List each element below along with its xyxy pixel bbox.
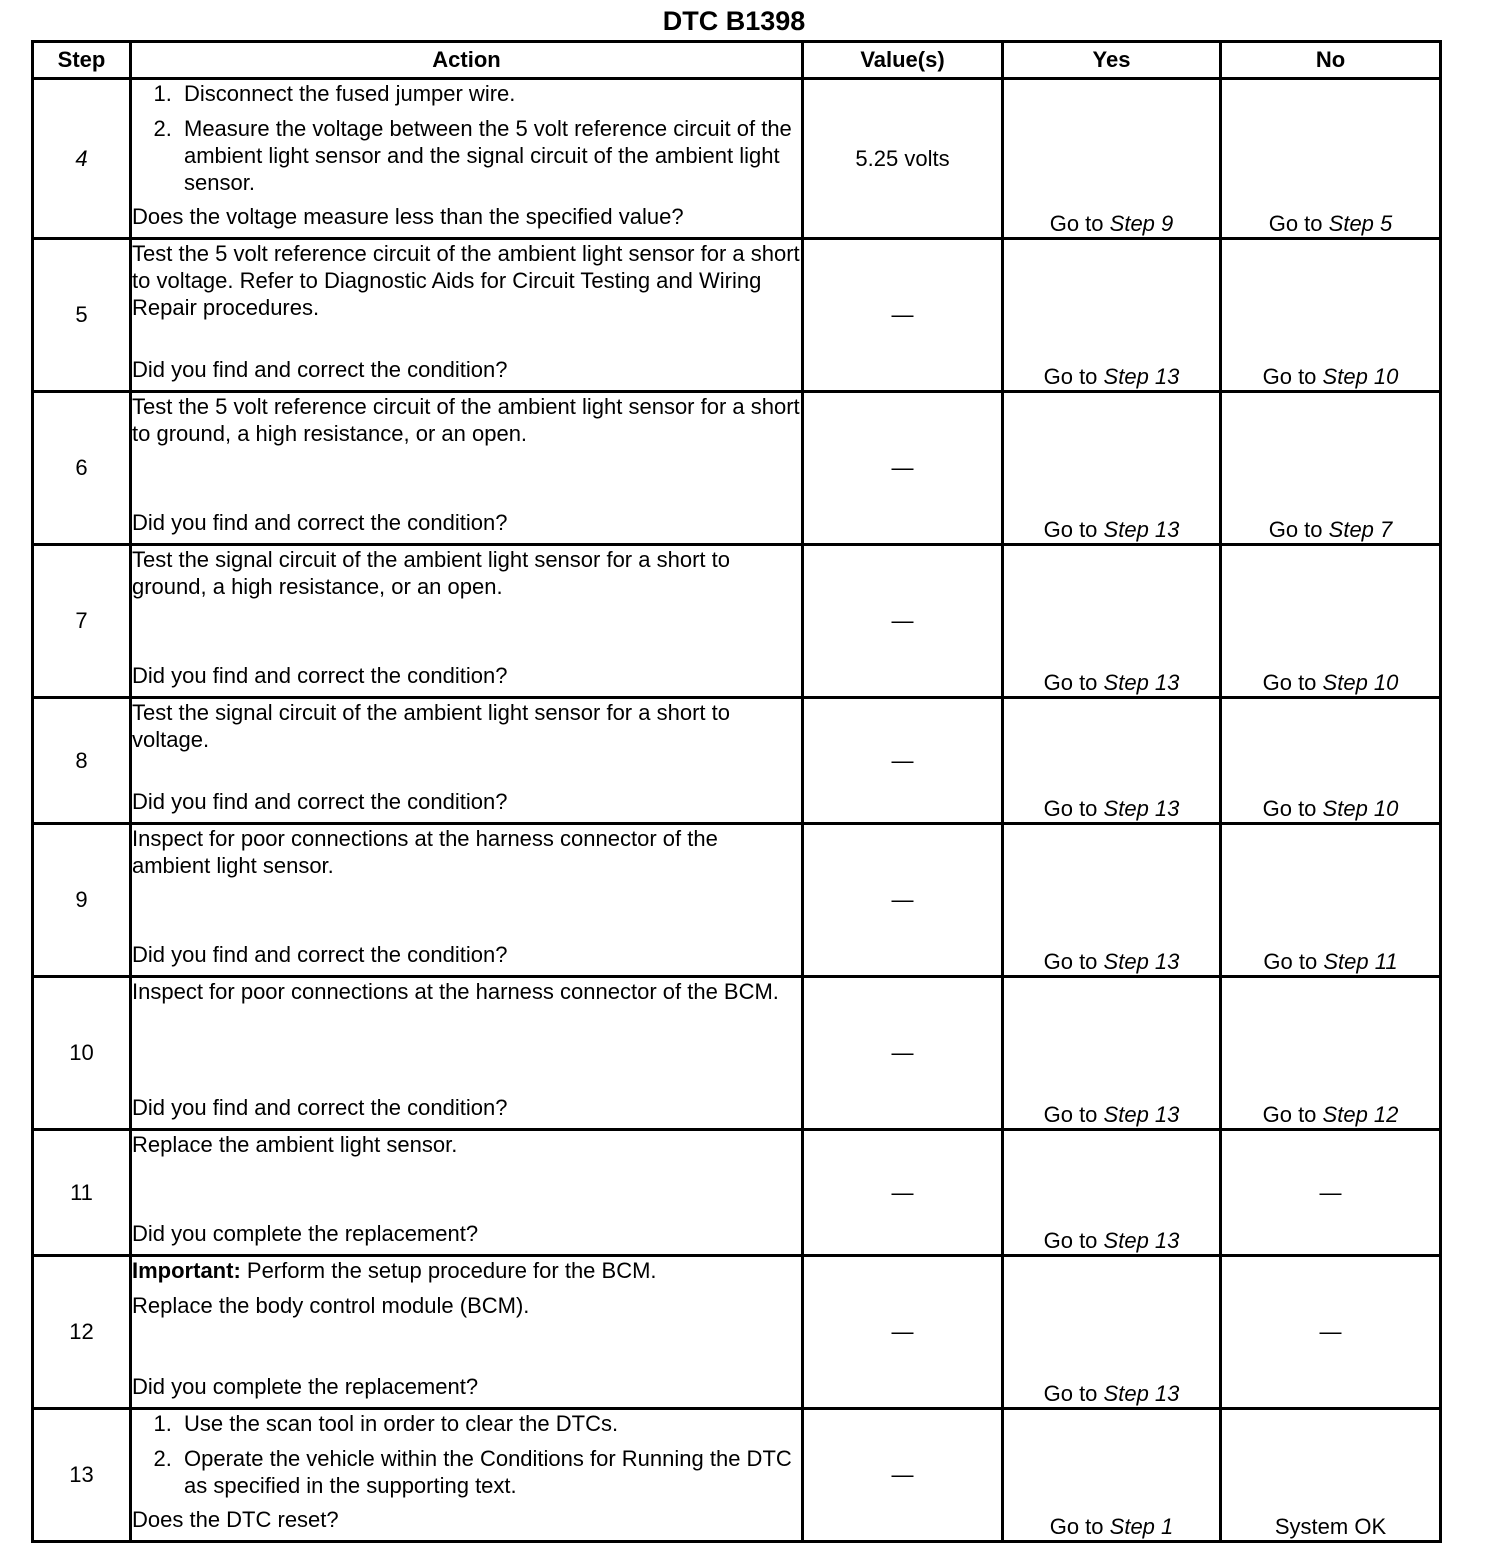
table-row — [33, 977, 1441, 1130]
table-row — [33, 698, 1441, 824]
value-cell: — — [803, 392, 1003, 545]
value-cell: — — [803, 545, 1003, 698]
yes-step-link: Step 13 — [1103, 1102, 1180, 1127]
yes-step-link: Step 13 — [1103, 1228, 1180, 1253]
step-number: 12 — [33, 1256, 131, 1409]
no-cell: — — [1221, 1256, 1441, 1409]
yes-cell — [1003, 1256, 1221, 1409]
action-step: 2. Measure the voltage between the 5 volt reference circuit of the ambient light sensor and the signal circuit of the ambient light sensor. — [178, 115, 801, 196]
table-row — [33, 392, 1441, 545]
action-question: Does the DTC reset? — [132, 1507, 339, 1532]
action-question: Does the voltage measure less than the specified value? — [132, 204, 684, 229]
goto-prefix: Go to — [1268, 517, 1323, 542]
goto-prefix: Go to — [1263, 949, 1318, 974]
goto-prefix: Go to — [1043, 517, 1098, 542]
action-step: 1. Disconnect the fused jumper wire. — [178, 80, 801, 107]
goto-prefix: Go to — [1262, 1102, 1317, 1127]
table-row — [33, 1130, 1441, 1256]
value-cell: — — [803, 977, 1003, 1130]
action-text: Inspect for poor connections at the harness connector of the BCM. — [132, 979, 779, 1004]
yes-step-link: Step 13 — [1103, 796, 1180, 821]
goto-prefix: Go to — [1043, 1102, 1098, 1127]
value-cell: — — [803, 1409, 1003, 1542]
no-step-link: Step 10 — [1322, 670, 1399, 695]
table-row — [33, 1409, 1441, 1542]
goto-prefix: Go to — [1043, 1228, 1098, 1253]
action-text: Inspect for poor connections at the harness connector of the ambient light sensor. — [132, 826, 718, 878]
action-text: Replace the body control module (BCM). — [132, 1293, 530, 1318]
action-question: Did you find and correct the condition? — [132, 663, 508, 688]
yes-step-link: Step 1 — [1109, 1514, 1174, 1539]
header-row — [33, 42, 1441, 79]
action-cell — [131, 239, 803, 392]
yes-step-link: Step 13 — [1103, 1381, 1180, 1406]
action-cell — [131, 545, 803, 698]
no-step-link: Step 5 — [1328, 211, 1393, 236]
header-no: No — [1221, 42, 1441, 79]
no-step-link: Step 12 — [1322, 1102, 1399, 1127]
header-action: Action — [131, 42, 803, 79]
table-row — [33, 824, 1441, 977]
yes-step-link: Step 13 — [1103, 949, 1180, 974]
yes-cell — [1003, 698, 1221, 824]
table-row — [33, 545, 1441, 698]
step-number: 11 — [33, 1130, 131, 1256]
yes-step-link: Step 13 — [1103, 364, 1180, 389]
action-step: 2. Operate the vehicle within the Conditions for Running the DTC as specified in the supporting text. — [178, 1445, 801, 1499]
no-step-link: Step 11 — [1323, 949, 1398, 974]
no-step-link: Step 7 — [1328, 517, 1393, 542]
table-row — [33, 239, 1441, 392]
action-question: Did you find and correct the condition? — [132, 789, 508, 814]
important-note — [132, 1257, 801, 1284]
no-cell — [1221, 545, 1441, 698]
yes-step-link: Step 13 — [1103, 517, 1180, 542]
action-question: Did you find and correct the condition? — [132, 942, 508, 967]
goto-prefix: Go to — [1043, 796, 1098, 821]
action-text: Test the 5 volt reference circuit of the ambient light sensor for a short to ground, a high resistance, or an open. — [132, 394, 800, 446]
step-number: 5 — [33, 239, 131, 392]
goto-prefix: Go to — [1262, 670, 1317, 695]
action-step: 1. Use the scan tool in order to clear the DTCs. — [178, 1410, 801, 1437]
no-cell: System OK — [1221, 1409, 1441, 1542]
action-text: Replace the ambient light sensor. — [132, 1132, 458, 1157]
action-steps — [132, 1410, 801, 1499]
goto-prefix: Go to — [1043, 670, 1098, 695]
yes-cell — [1003, 824, 1221, 977]
step-number: 7 — [33, 545, 131, 698]
header-yes: Yes — [1003, 42, 1221, 79]
step-number: 10 — [33, 977, 131, 1130]
no-cell — [1221, 239, 1441, 392]
action-question: Did you find and correct the condition? — [132, 357, 508, 382]
goto-prefix: Go to — [1262, 364, 1317, 389]
value-cell: — — [803, 1256, 1003, 1409]
no-cell — [1221, 824, 1441, 977]
action-question: Did you complete the replacement? — [132, 1221, 479, 1246]
goto-prefix: Go to — [1262, 796, 1317, 821]
no-cell — [1221, 698, 1441, 824]
value-cell: — — [803, 824, 1003, 977]
yes-step-link: Step 13 — [1103, 670, 1180, 695]
action-cell — [131, 1130, 803, 1256]
no-step-link: Step 10 — [1322, 796, 1399, 821]
action-cell — [131, 1409, 803, 1542]
action-cell — [131, 392, 803, 545]
action-steps — [132, 80, 801, 196]
step-number: 8 — [33, 698, 131, 824]
yes-cell — [1003, 977, 1221, 1130]
yes-cell — [1003, 239, 1221, 392]
action-text: Test the signal circuit of the ambient light sensor for a short to voltage. — [132, 700, 730, 752]
value-cell: — — [803, 1130, 1003, 1256]
diagnostic-table — [31, 40, 1442, 1543]
goto-prefix: Go to — [1268, 211, 1323, 236]
action-cell — [131, 977, 803, 1130]
step-number: 4 — [33, 79, 131, 239]
goto-prefix: Go to — [1043, 949, 1098, 974]
yes-cell — [1003, 545, 1221, 698]
header-values: Value(s) — [803, 42, 1003, 79]
table-row — [33, 79, 1441, 239]
important-text: Perform the setup procedure for the BCM. — [246, 1258, 657, 1283]
value-cell: 5.25 volts — [803, 79, 1003, 239]
action-question: Did you find and correct the condition? — [132, 1095, 508, 1120]
action-question: Did you find and correct the condition? — [132, 510, 508, 535]
yes-cell — [1003, 1130, 1221, 1256]
no-cell — [1221, 977, 1441, 1130]
no-cell — [1221, 79, 1441, 239]
table-row — [33, 1256, 1441, 1409]
goto-prefix: Go to — [1049, 211, 1104, 236]
important-label: Important: — [132, 1258, 241, 1283]
step-number: 9 — [33, 824, 131, 977]
no-cell — [1221, 392, 1441, 545]
yes-cell — [1003, 1409, 1221, 1542]
value-cell: — — [803, 239, 1003, 392]
value-cell: — — [803, 698, 1003, 824]
action-text: Test the signal circuit of the ambient light sensor for a short to ground, a high resistance, or an open. — [132, 547, 730, 599]
action-cell — [131, 824, 803, 977]
header-step: Step — [33, 42, 131, 79]
goto-prefix: Go to — [1043, 364, 1098, 389]
goto-prefix: Go to — [1049, 1514, 1104, 1539]
action-question: Did you complete the replacement? — [132, 1374, 479, 1399]
action-cell — [131, 79, 803, 239]
goto-prefix: Go to — [1043, 1381, 1098, 1406]
yes-cell — [1003, 79, 1221, 239]
step-number: 6 — [33, 392, 131, 545]
no-step-link: Step 10 — [1322, 364, 1399, 389]
no-cell: — — [1221, 1130, 1441, 1256]
step-number: 13 — [33, 1409, 131, 1542]
action-text: Test the 5 volt reference circuit of the ambient light sensor for a short to voltage. Refer to Diagnostic Aids for Circuit Testing and Wiring Repair procedures. — [132, 241, 800, 320]
yes-cell — [1003, 392, 1221, 545]
yes-step-link: Step 9 — [1109, 211, 1174, 236]
action-cell — [131, 1256, 803, 1409]
page-title: DTC B1398 — [662, 6, 806, 36]
action-cell — [131, 698, 803, 824]
